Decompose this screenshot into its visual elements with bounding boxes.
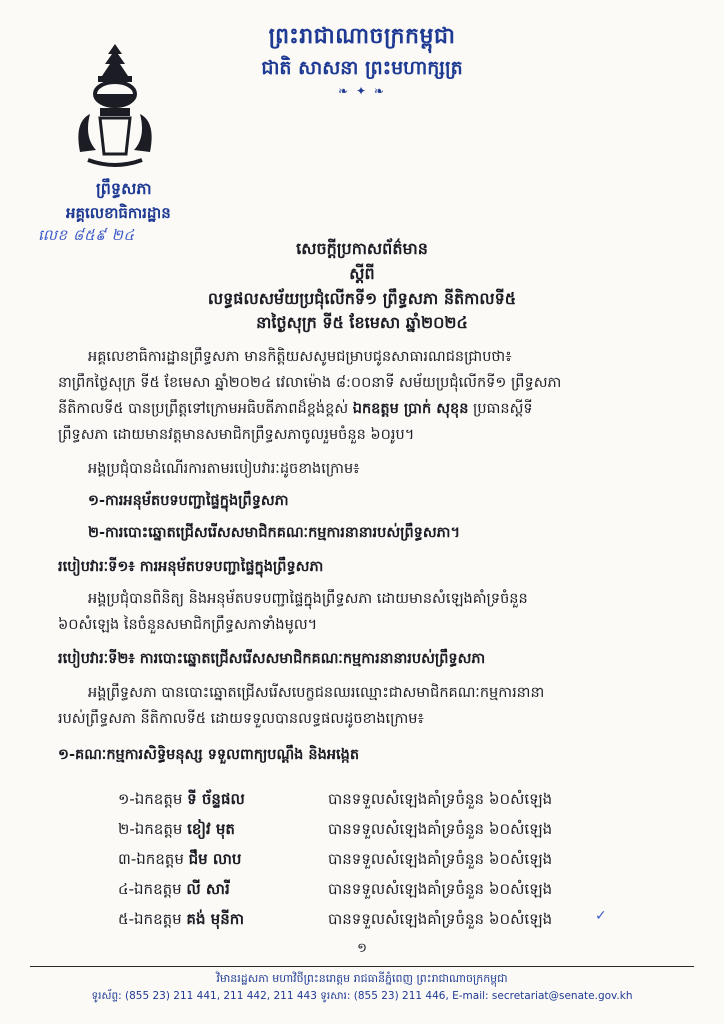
list-item xyxy=(0,820,724,848)
document-title-subject: ស្តីពី xyxy=(349,264,375,283)
checkmark-icon: ✓ xyxy=(595,908,607,924)
paragraph-line: អង្គប្រជុំបានពិនិត្យ និងអនុម័តបទបញ្ជាផ្ទៃក្នុងព្រឹទ្ធសភា ដោយមានសំឡេងគាំទ្រចំនួន xyxy=(88,591,528,607)
member-name: ២-ឯកឧត្តម ខៀវ មុត xyxy=(118,820,235,838)
senate-name: ព្រឹទ្ធសភា xyxy=(96,179,152,198)
member-name: ៤-ឯកឧត្តម លី សារី xyxy=(118,880,230,898)
footer-divider xyxy=(30,966,694,967)
list-item xyxy=(0,850,724,878)
kingdom-title: ព្រះរាជាណាចក្រកម្ពុជា xyxy=(268,24,456,49)
document-title-topic: លទ្ធផលសម័យប្រជុំលើកទី១ ព្រឹទ្ធសភា នីតិកាលទី៥ xyxy=(207,289,517,308)
member-votes: បានទទួលសំឡេងគាំទ្រចំនួន ៦០សំឡេង xyxy=(328,910,553,928)
member-votes: បានទទួលសំឡេងគាំទ្រចំនួន ៦០សំឡេង xyxy=(328,790,553,808)
agenda-intro: អង្គប្រជុំបានដំណើរការតាមរបៀបវារៈដូចខាងក្រោម៖ xyxy=(88,461,360,477)
member-votes: បានទទួលសំឡេងគាំទ្រចំនួន ៦០សំឡេង xyxy=(328,850,553,868)
agenda-item: ២-ការបោះឆ្នោតជ្រើសរើសសមាជិកគណៈកម្មការនានារបស់ព្រឹទ្ធសភា។ xyxy=(88,525,461,541)
secretariat-name: អគ្គលេខាធិការដ្ឋាន xyxy=(66,204,171,222)
paragraph-line: អង្គព្រឹទ្ធសភា បានបោះឆ្នោតជ្រើសរើសបេក្ខជនឈរឈ្មោះជាសមាជិកគណៈកម្មការនានា xyxy=(88,685,545,701)
agenda-item: ១-ការអនុម័តបទបញ្ជាផ្ទៃក្នុងព្រឹទ្ធសភា xyxy=(88,493,289,509)
member-name: ១-ឯកឧត្តម ទី ច័ន្ទផល xyxy=(118,790,245,808)
footer-address: វិមានរដ្ឋសភា មហាវិថីព្រះនរោត្តម រាជធានីភ្នំពេញ ព្រះរាជាណាចក្រកម្ពុជា xyxy=(216,972,508,985)
document-title: សេចក្តីប្រកាសព័ត៌មាន xyxy=(296,239,428,258)
national-motto: ជាតិ សាសនា ព្រះមហាក្សត្រ xyxy=(261,57,463,79)
page-number: ១ xyxy=(357,941,367,956)
member-votes: បានទទួលសំឡេងគាំទ្រចំនួន ៦០សំឡេង xyxy=(328,820,553,838)
member-name: ៥-ឯកឧត្តម គង់ មុនីកា xyxy=(118,910,245,928)
list-item xyxy=(0,790,724,818)
intro-line: ព្រឹទ្ធសភា ដោយមានវត្តមានសមាជិកព្រឹទ្ធសភាចូលរួមចំនួន ៦០រូប។ xyxy=(58,427,415,443)
agenda-heading: របៀបវារៈទី២៖ ការបោះឆ្នោតជ្រើសរើសសមាជិកគណៈកម្មការនានារបស់ព្រឹទ្ធសភា xyxy=(58,651,486,667)
president-title: ប្រធានស្តីទី xyxy=(473,401,533,417)
intro-line: អគ្គលេខាធិការដ្ឋានព្រឹទ្ធសភា មានកិត្តិយសសូមជម្រាបជូនសាធារណជនជ្រាបថា៖ xyxy=(88,349,512,365)
reference-number: លេខ ៨៥៩ ២៤ xyxy=(38,226,135,244)
footer-contact: ទូរស័ព្ទ: (855 23) 211 441, 211 442, 211 443 ទូរសារ: (855 23) 211 446, E-mail: secretariat@senate.gov.kh xyxy=(91,990,633,1002)
paragraph-line: ៦០សំឡេង នៃចំនួនសមាជិកព្រឹទ្ធសភាទាំងមូល។ xyxy=(58,617,318,633)
document-date: នាថ្ងៃសុក្រ ទី៥ ខែមេសា ឆ្នាំ២០២៤ xyxy=(256,313,468,332)
senate-emblem-icon xyxy=(70,42,160,172)
intro-line: នាព្រឹកថ្ងៃសុក្រ ទី៥ ខែមេសា ឆ្នាំ២០២៤ វេលាម៉ោង ៨:០០នាទី សម័យប្រជុំលើកទី១ ព្រឹទ្ធសភា xyxy=(58,375,562,391)
list-item xyxy=(0,910,724,938)
intro-line xyxy=(58,400,533,421)
paragraph-line: របស់ព្រឹទ្ធសភា នីតិកាលទី៥ ដោយទទួលបានលទ្ធផលដូចខាងក្រោម៖ xyxy=(58,711,424,727)
list-item xyxy=(0,880,724,908)
header-ornament: ❧ ✦ ❧ xyxy=(338,84,386,98)
president-name: ឯកឧត្តម ប្រាក់ សុខុន xyxy=(352,401,469,417)
member-name: ៣-ឯកឧត្តម ជឹម លាប xyxy=(118,850,242,868)
agenda-heading: របៀបវារៈទី១៖ ការអនុម័តបទបញ្ជាផ្ទៃក្នុងព្រឹទ្ធសភា xyxy=(58,559,324,575)
committee-heading: ១-គណៈកម្មការសិទ្ធិមនុស្ស ទទួលពាក្យបណ្តឹង និងអង្កេត xyxy=(58,747,360,763)
member-votes: បានទទួលសំឡេងគាំទ្រចំនួន ៦០សំឡេង xyxy=(328,880,553,898)
intro-text: នីតិកាលទី៥ បានប្រព្រឹត្តទៅក្រោមអធិបតីភាពដ៏ខ្ពង់ខ្ពស់ xyxy=(58,401,349,417)
